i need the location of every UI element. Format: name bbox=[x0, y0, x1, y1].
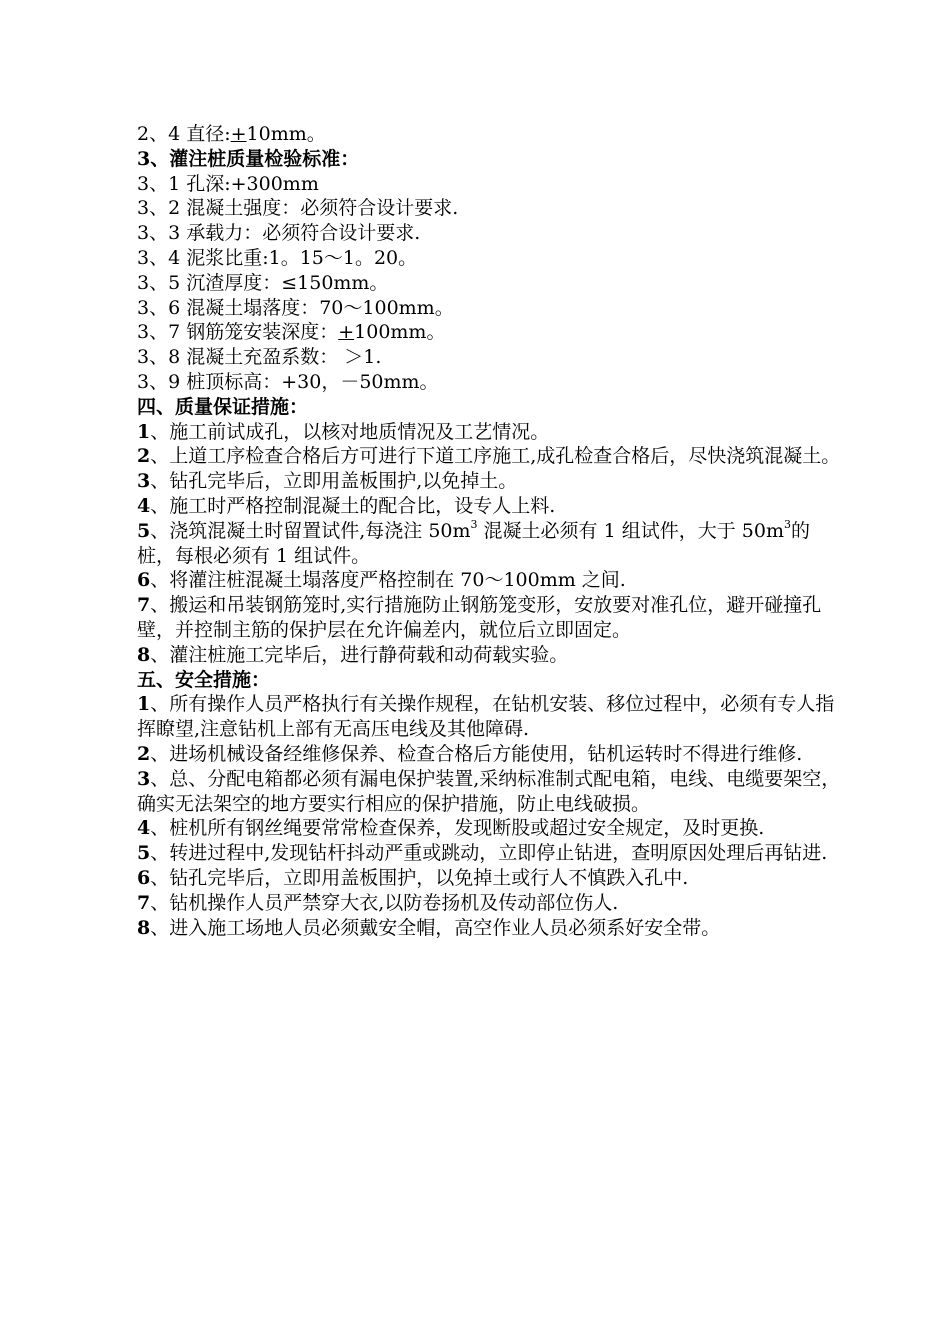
safety-item-4: 4、桩机所有钢丝绳要常常检查保养，发现断股或超过安全规定，及时更换. bbox=[137, 817, 765, 840]
qa-item-2: 2、上道工序检查合格后方可进行下道工序施工,成孔检查合格后，尽快浇筑混凝土。 bbox=[137, 445, 841, 468]
item-3-6: 3、6 混凝土塌落度：70～100mm。 bbox=[137, 296, 454, 319]
qa-item-8: 8、灌注桩施工完毕后，进行静荷载和动荷载实验。 bbox=[137, 643, 569, 666]
section3-heading: 3、灌注桩质量检验标准： bbox=[137, 147, 360, 170]
item-3-4: 3、4 泥浆比重:1。15～1。20。 bbox=[137, 246, 418, 269]
item-3-9: 3、9 桩顶标高：+30，－50mm。 bbox=[137, 370, 439, 393]
qa-item-7: 7、搬运和吊装钢筋笼时,实行措施防止钢筋笼变形，安放要对准孔位，避开碰撞孔壁，并控制主筋的保护层在允许偏差内，就位后立即固定。 bbox=[137, 594, 822, 641]
qa-item-3: 3、钻孔完毕后，立即用盖板围护,以免掉土。 bbox=[137, 470, 518, 493]
item-3-8: 3、8 混凝土充盈系数： ＞1. bbox=[137, 346, 382, 369]
safety-item-3: 3、总、分配电箱都必须有漏电保护装置,采纳标准制式配电箱，电线、电缆要架空，确实无法架空的地方要实行相应的保护措施，防止电线破损。 bbox=[137, 767, 841, 815]
safety-item-8: 8、进入施工场地人员必须戴安全帽，高空作业人员必须系好安全带。 bbox=[137, 916, 721, 939]
item-3-2: 3、2 混凝土强度：必须符合设计要求. bbox=[137, 197, 459, 220]
section5-heading: 五、安全措施： bbox=[137, 668, 271, 691]
item-3-1: 3、1 孔深:+300mm bbox=[137, 172, 319, 195]
item-3-3: 3、3 承载力：必须符合设计要求. bbox=[137, 222, 421, 245]
safety-item-1: 1、所有操作人员严格执行有关操作规程，在钻机安装、移位过程中，必须有专人指挥瞭望,注意钻机上部有无高压电线及其他障碍. bbox=[137, 693, 835, 741]
item-3-5: 3、5 沉渣厚度：≤150mm。 bbox=[137, 271, 389, 294]
item-2-4: 2、4 直径:+10mm。 bbox=[137, 123, 326, 145]
document-page bbox=[137, 122, 842, 940]
safety-item-2: 2、进场机械设备经维修保养、检查合格后方能使用，钻机运转时不得进行维修. bbox=[137, 742, 803, 765]
safety-item-5: 5、转进过程中,发现钻杆抖动严重或跳动，立即停止钻进，查明原因处理后再钻进. bbox=[137, 842, 828, 865]
item-3-7: 3、7 钢筋笼安装深度：+100mm。 bbox=[137, 321, 446, 344]
safety-item-6: 6、钻孔完毕后，立即用盖板围护，以免掉土或行人不慎跌入孔中. bbox=[137, 866, 689, 889]
section4-heading: 四、质量保证措施： bbox=[137, 395, 309, 418]
safety-item-7: 7、钻机操作人员严禁穿大衣,以防卷扬机及传动部位伤人. bbox=[137, 891, 619, 914]
qa-item-5: 5、浇筑混凝土时留置试件,每浇注 $50m^3$ 混凝土必须有 1 组试件，大于 $50m^3$的桩，每根必须有 1 组试件。 bbox=[137, 518, 810, 567]
qa-item-6: 6、将灌注桩混凝土塌落度严格控制在 70～100mm 之间. bbox=[137, 569, 626, 592]
qa-item-4: 4、施工时严格控制混凝土的配合比，设专人上料. bbox=[137, 494, 556, 517]
qa-item-1: 1、施工前试成孔，以核对地质情况及工艺情况。 bbox=[137, 420, 550, 443]
